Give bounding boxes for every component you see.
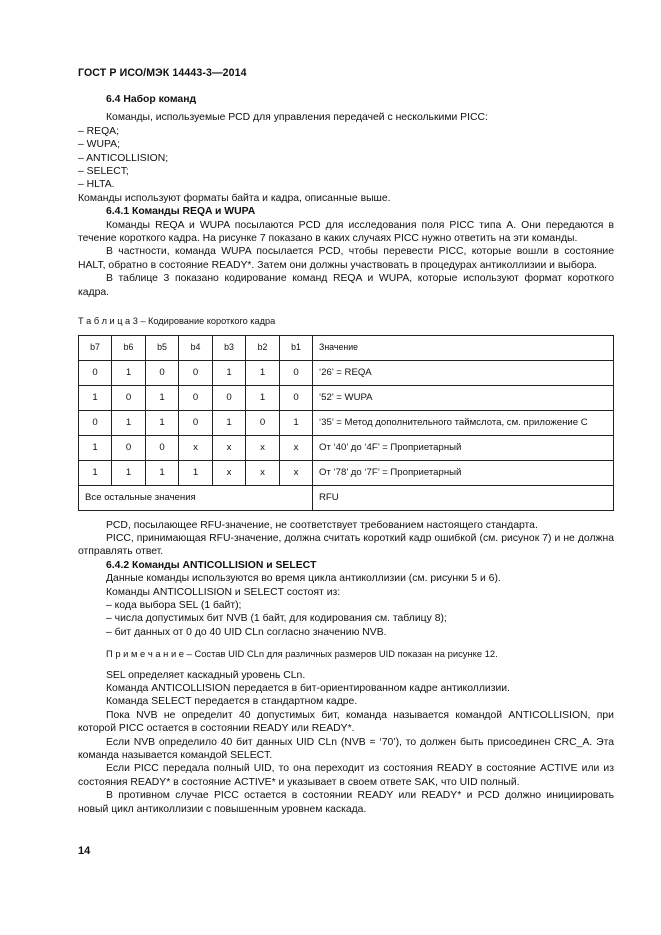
table-cell: 1 [246,385,280,410]
column-header: b5 [146,335,179,360]
other-values-meaning: RFU [313,485,614,510]
column-header: b4 [179,335,213,360]
table-cell: 1 [112,410,146,435]
table-row [79,360,614,385]
table-cell: x [179,435,213,460]
table-cell: 1 [112,360,146,385]
table-row [79,410,614,435]
table-cell: 0 [280,385,313,410]
paragraph: Пока NVB не определит 40 допустимых бит, команда называется командой ANTICOLLISION, при которой PICC остается в состоянии READY или READY*. [78,709,614,735]
table-cell: x [246,460,280,485]
paragraph: Команда ANTICOLLISION передается в бит-ориентированном кадре антиколлизии. [106,682,510,694]
table-cell: 1 [79,435,112,460]
table-cell: 1 [280,410,313,435]
command-list-item: – ANTICOLLISION; [78,152,169,164]
note: П р и м е ч а н и е – Состав UID CLn для различных размеров UID показан на рисунке 12. [106,648,498,660]
table-cell: 0 [79,360,112,385]
page-number: 14 [78,845,91,857]
paragraph: В частности, команда WUPA посылается PCD, чтобы перевести PICC, которые вошли в состояние HALT, обратно в состояние READY*. Затем они должны участвовать в процедурах антиколлизии и выбора. [78,246,614,271]
column-header: b1 [280,335,313,360]
coding-table [78,335,614,511]
table-cell: 0 [79,410,112,435]
table-cell: x [213,435,246,460]
list-item: – числа допустимых бит NVB (1 байт, для кодирования см. таблицу 8); [106,613,447,625]
section-6-4-1-heading: 6.4.1 Команды REQA и WUPA [106,206,256,218]
table-cell: От ‘40’ до ‘4F’ = Проприетарный [313,435,614,460]
table-cell: 0 [112,435,146,460]
section-6-4-heading: 6.4 Набор команд [106,94,197,105]
paragraph: Если NVB определило 40 бит данных UID CLn (NVB = ‘70’), то должен быть присоединен CRC_A. Эта команда называется командой SELECT. [78,736,614,761]
table-cell: 0 [280,360,313,385]
page-header: ГОСТ Р ИСО/МЭК 14443-3—2014 [78,67,247,79]
table-cell: x [280,435,313,460]
paragraph: В таблице 3 показано кодирование команд REQA и WUPA, которые используют формат короткого кадра. [78,273,614,298]
table-cell: 0 [146,435,179,460]
table-cell: 0 [112,385,146,410]
column-header: b6 [112,335,146,360]
column-header: b7 [79,335,112,360]
table-cell: 1 [179,460,213,485]
table-row [79,435,614,460]
table-cell: 1 [112,460,146,485]
table-cell: 0 [213,385,246,410]
table-cell: 0 [179,360,213,385]
list-item: – кода выбора SEL (1 байт); [106,599,242,611]
table-row [79,460,614,485]
table-cell: ‘26’ = REQA [313,360,614,385]
table-cell: ‘35’ = Метод дополнительного таймслота, см. приложение С [313,410,614,435]
list-item: – бит данных от 0 до 40 UID CLn согласно значению NVB. [106,626,387,638]
command-list-item: – WUPA; [78,139,120,151]
table-cell: 1 [213,360,246,385]
table-cell: 1 [213,410,246,435]
paragraph: Команды REQA и WUPA посылаются PCD для исследования поля PICC типа А. Они передаются в течение короткого кадра. На рисунке 7 показано в каких случаях PICC нужно ответить на эти команды. [78,219,614,245]
table-cell: 0 [179,385,213,410]
table-row [79,385,614,410]
table-cell: От ‘78’ до ‘7F’ = Проприетарный [313,460,614,485]
table-cell: 1 [246,360,280,385]
paragraph: PCD, посылающее RFU-значение, не соответствует требованием настоящего стандарта. [106,519,538,531]
column-header: b2 [246,335,280,360]
table-cell: x [246,435,280,460]
table-cell: 0 [179,410,213,435]
other-values-label: Все остальные значения [79,485,313,510]
formats-paragraph: Команды используют форматы байта и кадра, описанные выше. [78,192,391,204]
column-header: Значение [313,335,614,360]
paragraph: Если PICC передала полный UID, то она переходит из состояния READY в состояние ACTIVE или из состояния READY* в состояние ACTIVE* и указывает в своем ответе SAK, что UID полный. [78,763,614,788]
paragraph: Данные команды используются во время цикла антиколлизии (см. рисунки 5 и 6). [106,573,501,585]
table-cell: x [280,460,313,485]
paragraph: Команда SELECT передается в стандартном кадре. [106,696,358,708]
table-header-row [79,335,614,360]
table-cell: ‘52’ = WUPA [313,385,614,410]
page-content [78,93,614,816]
table-cell: 0 [146,360,179,385]
command-list-item: – HLTA. [78,179,115,191]
table-caption: Т а б л и ц а 3 – Кодирование короткого кадра [78,316,276,327]
table-row [79,485,614,510]
paragraph: PICC, принимающая RFU-значение, должна считать короткий кадр ошибкой (см. рисунок 7) и не должна отправлять ответ. [78,532,614,558]
paragraph: В противном случае PICC остается в состоянии READY или READY* и PCD должно инициировать новый цикл антиколлизии с повышенным уровнем каскада. [78,790,614,815]
paragraph: SEL определяет каскадный уровень CLn. [106,669,306,681]
table-cell: 1 [79,385,112,410]
table-cell: x [213,460,246,485]
command-list-item: – REQA; [78,125,119,137]
section-6-4-intro: Команды, используемые PCD для управления передачей с несколькими PICC: [106,112,488,124]
column-header: b3 [213,335,246,360]
table-cell: 0 [246,410,280,435]
table-cell: 1 [146,460,179,485]
section-6-4-2-heading: 6.4.2 Команды ANTICOLLISION и SELECT [106,559,317,571]
table-cell: 1 [79,460,112,485]
table-cell: 1 [146,385,179,410]
paragraph: Команды ANTICOLLISION и SELECT состоят из: [106,586,341,598]
command-list-item: – SELECT; [78,166,129,178]
table-cell: 1 [146,410,179,435]
